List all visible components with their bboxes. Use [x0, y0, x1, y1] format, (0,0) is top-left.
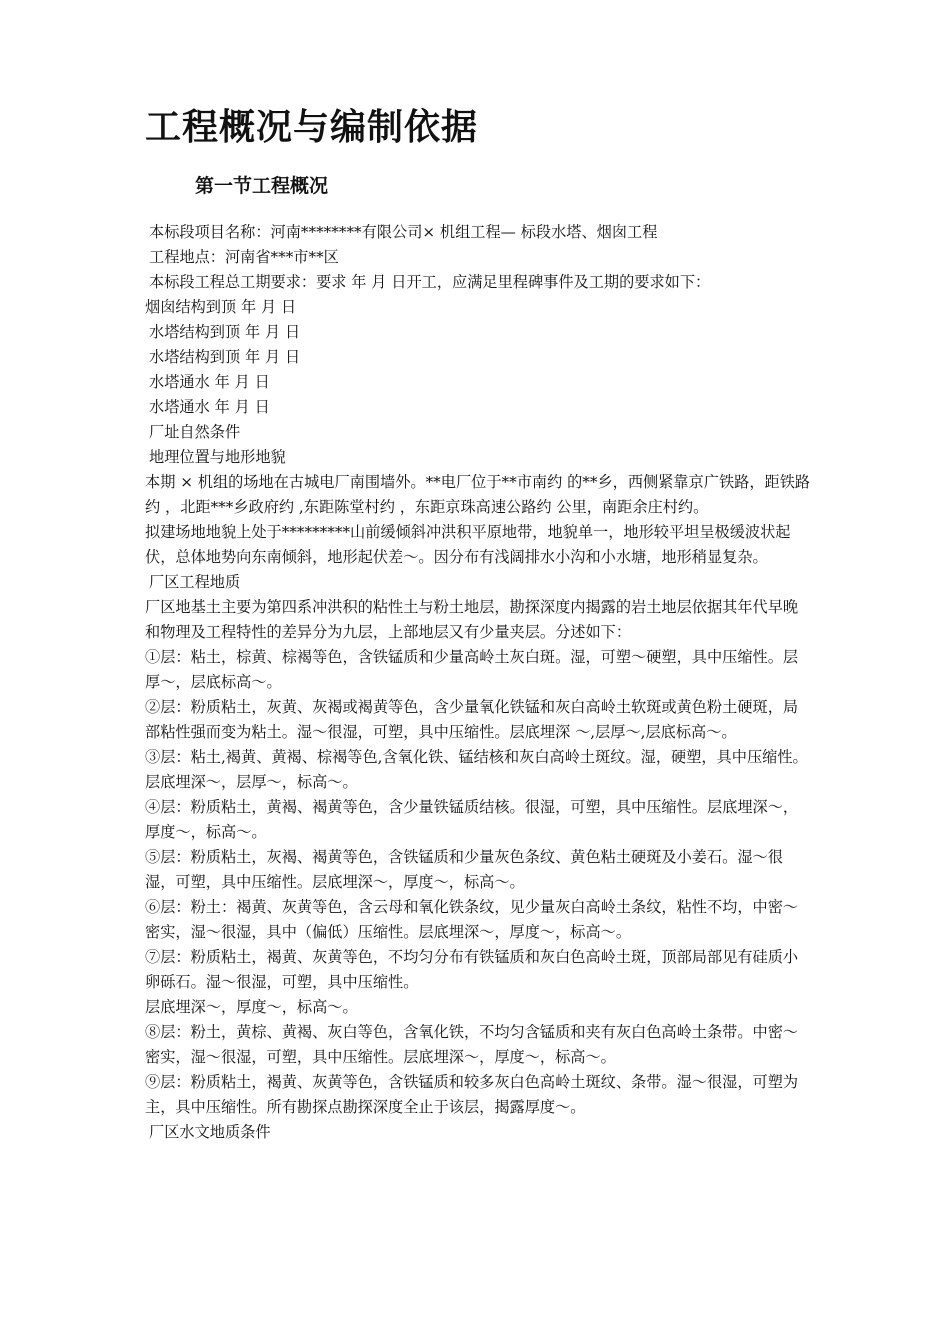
document-title: 工程概况与编制依据 — [145, 107, 479, 148]
document-body — [145, 220, 813, 1145]
paragraph: ③层：粘土,褐黄、黄褐、棕褐等色,含氧化铁、锰结核和灰白高岭土斑纹。湿，硬塑，具中压缩性。层底埋深～，层厚～，标高～。 — [145, 748, 808, 791]
paragraph: ①层：粘土，棕黄、棕褐等色，含铁锰质和少量高岭土灰白斑。湿，可塑～硬塑，具中压缩性。层厚～，层底标高～。 — [145, 648, 799, 691]
paragraph: ⑦层：粉质粘土，褐黄、灰黄等色，不均匀分布有铁锰质和灰白色高岭土斑，顶部局部见有硅质小卵砾石。湿～很湿，可塑，具中压缩性。 — [145, 948, 799, 991]
paragraph: ⑤层：粉质粘土，灰褐、褐黄等色，含铁锰质和少量灰色条纹、黄色粘土硬斑及小姜石。湿～很湿，可塑，具中压缩性。层底埋深～，厚度～，标高～。 — [145, 848, 783, 891]
paragraph: ⑥层：粉土：褐黄、灰黄等色，含云母和氧化铁条纹，见少量灰白高岭土条纹，粘性不均，中密～密实，湿～很湿，具中（偏低）压缩性。层底埋深～，厚度～，标高～。 — [145, 898, 799, 941]
paragraph: 水塔结构到顶 年 月 日 — [149, 323, 301, 341]
paragraph: 水塔通水 年 月 日 — [149, 373, 270, 391]
paragraph: 厂址自然条件 — [149, 423, 241, 441]
paragraph: 厂区水文地质条件 — [149, 1123, 271, 1141]
paragraph: 本标段项目名称：河南********有限公司× 机组工程— 标段水塔、烟囱工程 — [149, 223, 658, 241]
paragraph: ②层：粉质粘土，灰黄、灰褐或褐黄等色，含少量氧化铁锰和灰白高岭土软斑或黄色粉土硬斑，局部粘性强而变为粘土。湿～很湿，可塑，具中压缩性。层底埋深 ～,层厚～,层底标高～。 — [145, 698, 799, 741]
paragraph: 烟囱结构到顶 年 月 日 — [145, 298, 297, 316]
paragraph: 本标段工程总工期要求：要求 年 月 日开工，应满足里程碑事件及工期的要求如下： — [149, 273, 711, 291]
paragraph: 工程地点：河南省***市**区 — [149, 248, 339, 266]
paragraph: 拟建场地地貌上处于*********山前缓倾斜冲洪积平原地带，地貌单一，地形较平坦呈极缓波状起伏，总体地势向东南倾斜，地形起伏差～。因分布有浅阔排水小沟和小水塘，地形稍显复杂。 — [145, 523, 791, 566]
paragraph: ⑧层：粉土，黄棕、黄褐、灰白等色，含氧化铁，不均匀含锰质和夹有灰白色高岭土条带。中密～密实，湿～很湿，可塑，具中压缩性。层底埋深～，厚度～，标高～。 — [145, 1023, 799, 1066]
paragraph: 水塔通水 年 月 日 — [149, 398, 270, 416]
paragraph: ④层：粉质粘土，黄褐、褐黄等色，含少量铁锰质结核。很湿，可塑，具中压缩性。层底埋深～，厚度～，标高～。 — [145, 798, 799, 841]
paragraph: 地理位置与地形地貌 — [149, 448, 286, 466]
paragraph: 层底埋深～，厚度～，标高～。 — [145, 998, 358, 1016]
section-heading: 第一节工程概况 — [195, 175, 329, 197]
paragraph: ⑨层：粉质粘土，褐黄、灰黄等色，含铁锰质和较多灰白色高岭土斑纹、条带。湿～很湿，可塑为主，具中压缩性。所有勘探点勘探深度全止于该层，揭露厚度～。 — [145, 1073, 799, 1116]
paragraph: 厂区工程地质 — [149, 573, 241, 591]
paragraph: 厂区地基土主要为第四系冲洪积的粘性土与粉土地层，勘探深度内揭露的岩土地层依据其年代早晚和物理及工程特性的差异分为九层，上部地层又有少量夹层。分述如下： — [145, 598, 799, 641]
paragraph: 本期 × 机组的场地在古城电厂南围墙外。**电厂位于**市南约 的**乡，西侧紧靠京广铁路，距铁路约 ，北距***乡政府约 ,东距陈堂村约 ，东距京珠高速公路约 公里，南距余庄村约。 — [145, 473, 811, 516]
paragraph: 水塔结构到顶 年 月 日 — [149, 348, 301, 366]
